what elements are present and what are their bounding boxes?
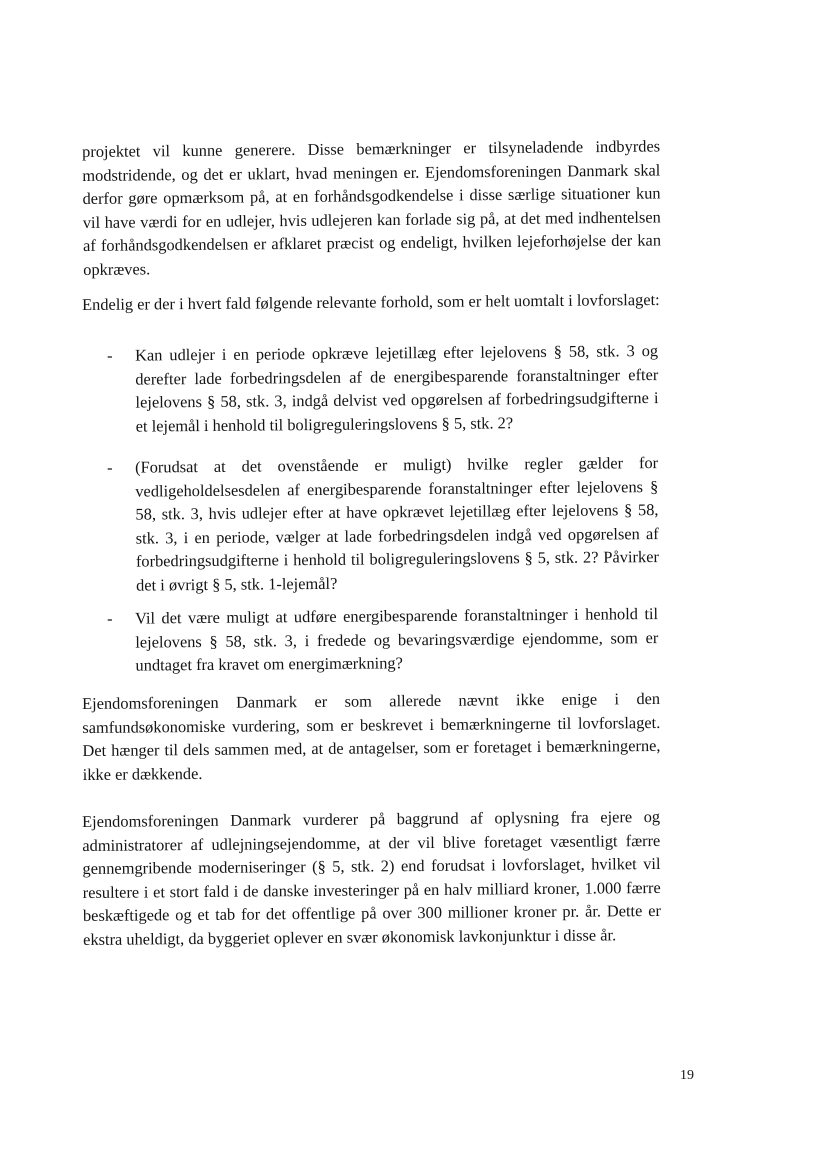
bullet-text: Vil det være muligt at udføre energibesparende foranstaltninger i henhold til lejelovens § 58, stk. 3, i fredede og bevaringsværdige ejendomme, som er undtaget fra kravet om energimærkning? bbox=[135, 604, 659, 675]
paragraph-socioeconomic-assessment: Ejendomsforeningen Danmark er som allerede nævnt ikke enige i den samfundsøkonomiske vurdering, som er beskrevet i bemærkningerne til lovforslaget. Det hænger til dels sammen med, at de antagelser, som er foretaget i bemærkningerne, ikke er dækkende. bbox=[82, 688, 661, 784]
bullet-text: (Forudsat at det ovenstående er muligt) hvilke regler gælder for vedligeholdelsesdelen af energibesparende foranstaltninger efter lejelovens § 58, stk. 3, hvis udlejer efter at have opkrævet lejetillæg efter lejelovens § 58, stk. 3, i en periode, vælger at lade forbedringsdelen indgå ved opgørelsen af forbedringsudgifterne i henhold til boligreguleringslovens § 5, stk. 2? Påvirker det i øvrigt § 5, stk. 1-lejemål? bbox=[135, 453, 659, 595]
bullet-list-item-1 bbox=[88, 339, 659, 438]
list-item bbox=[88, 451, 659, 598]
paragraph-opening-continuation: projektet vil kunne generere. Disse bemærkninger er tilsyneladende indbyrdes modstridende, og det er uklart, hvad meningen er. Ejendomsforeningen Danmark skal derfor gøre opmærksom på, at en forhåndsgodkendelse i disse særlige situationer kun vil have værdi for en udlejer, hvis udlejeren kan forlade sig på, at det med indhentelsen af forhåndsgodkendelsen er afklaret præcist og endeligt, hvilken lejeforhøjelse der kan opkræves. bbox=[82, 136, 662, 279]
bullet-dash: - bbox=[107, 345, 113, 365]
bullet-list-item-2 bbox=[88, 451, 659, 598]
bullet-list-item-3 bbox=[88, 602, 659, 678]
list-item bbox=[88, 602, 659, 678]
bullet-dash: - bbox=[107, 457, 113, 477]
bullet-text: Kan udlejer i en periode opkræve lejetillæg efter lejelovens § 58, stk. 3 og derefter lade forbedringsdelen af de energibesparende foranstaltninger efter lejelovens § 58, stk. 3, indgå delvist ved opgørelsen af forbedringsudgifterne i et lejemål i henhold til boligreguleringslovens § 5, stk. 2? bbox=[135, 341, 659, 436]
paragraph-relevant-issues-intro: Endelig er der i hvert fald følgende relevante forhold, som er helt uomtalt i lovforslaget: bbox=[82, 289, 660, 314]
page-number: 19 bbox=[680, 1068, 694, 1083]
list-item bbox=[88, 339, 659, 438]
paragraph-investment-impact: Ejendomsforeningen Danmark vurderer på baggrund af oplysning fra ejere og administratorer af udlejningsejendomme, at der vil blive foretaget væsentligt færre gennemgribende moderniseringer (§ 5, stk. 2) end forudsat i lovforslaget, hvilket vil resultere i et stort fald i de danske investeringer på en halv milliard kroner, 1.000 færre beskæftigede og et tab for det offentlige på over 300 millioner kroner pr. år. Dette er ekstra uheldigt, da byggeriet oplever en svær økonomisk lavkonjunktur i disse år. bbox=[82, 806, 661, 949]
bullet-dash: - bbox=[107, 608, 113, 628]
